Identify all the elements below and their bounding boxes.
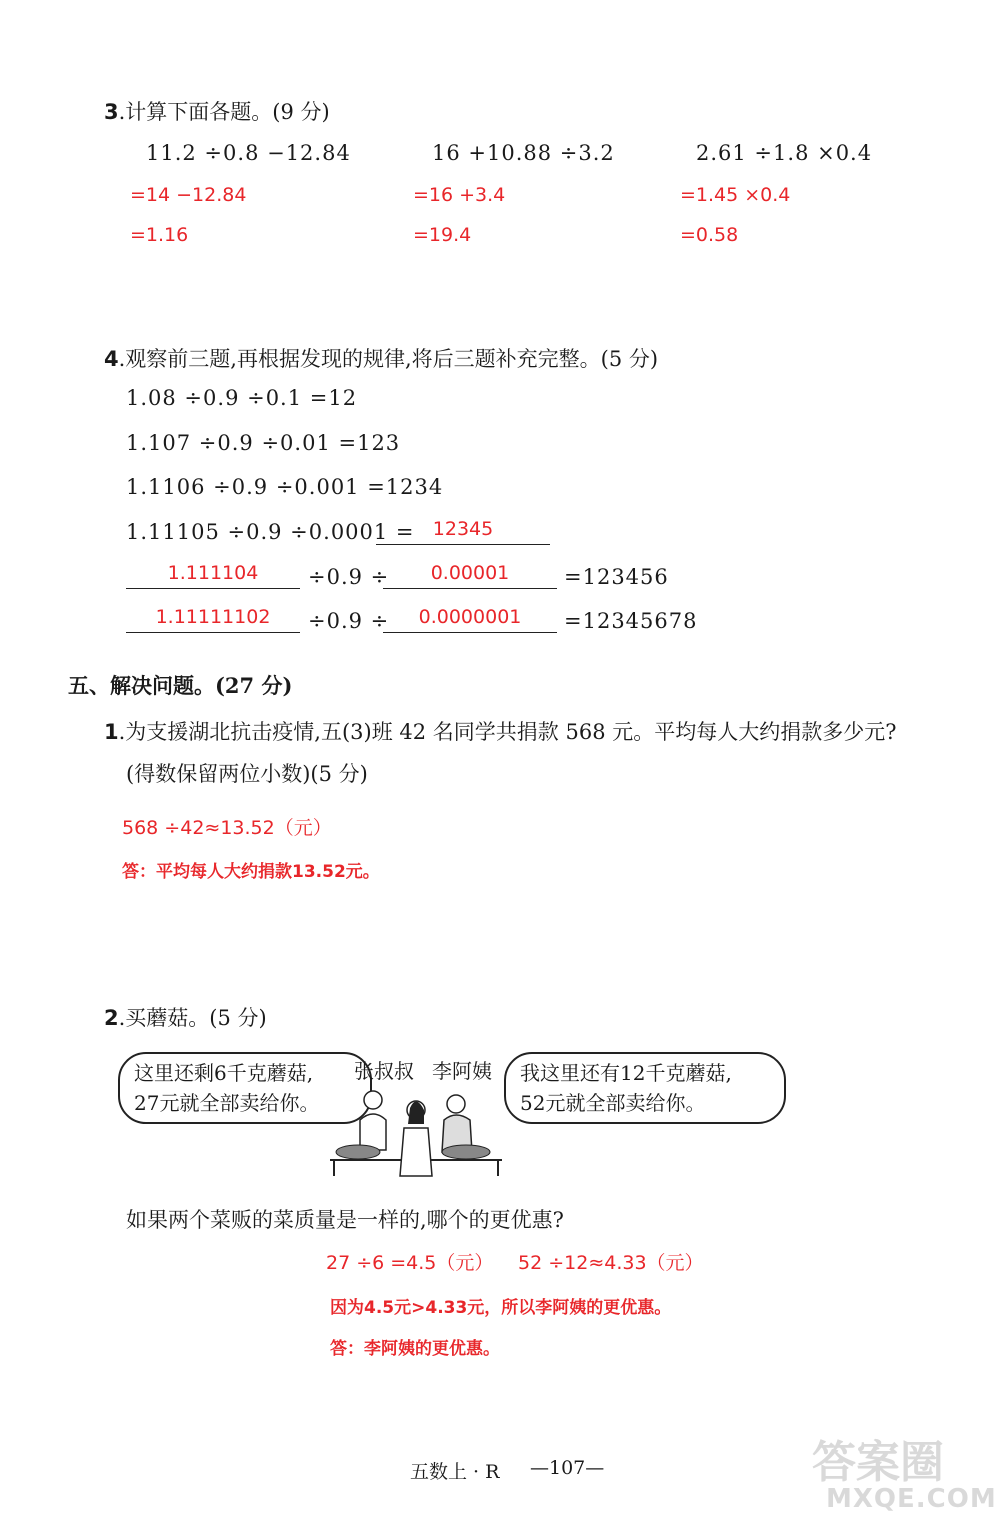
watermark-logo: 答案圈 [812,1437,944,1488]
q4-row5-blank2 [383,562,557,589]
q4-line-2: 1.107 ÷0.9 ÷0.01 =123 [126,431,401,455]
q4-row6-blank2 [383,606,557,633]
p2-reason: 因为4.5元>4.33元，所以李阿姨的更优惠。 [330,1298,672,1318]
bubble-right-line2: 52元就全部卖给你。 [520,1091,706,1115]
bubble-right-line1: 我这里还有12千克蘑菇, [520,1061,732,1085]
q3-step1-1: =14 −12.84 [130,184,247,206]
q4-row5-answer2: 0.00001 [430,562,510,584]
q4-row6-answer2: 0.0000001 [418,606,522,628]
q4-row5-blank1 [126,562,300,589]
q3-expr-3: 2.61 ÷1.8 ×0.4 [696,141,873,165]
watermark-url: MXQE.COM [826,1484,997,1514]
p1-calc: 568 ÷42≈13.52（元） [122,817,332,839]
speech-bubble-right [504,1052,786,1124]
p2-answer: 答：李阿姨的更优惠。 [330,1339,500,1359]
page-number: —107— [530,1457,605,1479]
q3-expr-1: 11.2 ÷0.8 −12.84 [146,141,351,165]
p2-title: 2.买蘑菇。(5 分) [104,1006,267,1030]
q4-row6-answer1: 1.11111102 [155,606,271,628]
market-vendors-illustration [328,1080,504,1178]
q4-blank-4 [376,518,550,545]
bubble-left-line2: 27元就全部卖给你。 [134,1091,320,1115]
vendor-name-left: 张叔叔 [354,1059,414,1083]
q4-line-4: 1.11105 ÷0.9 ÷0.0001 = [126,520,415,544]
p1-line2: (得数保留两位小数)(5 分) [126,762,368,786]
p2-calc2: 52 ÷12≈4.33（元） [518,1252,704,1274]
q3-step2-3: =0.58 [680,224,739,246]
p2-calc1: 27 ÷6 =4.5（元） [326,1252,494,1274]
q4-line-1: 1.08 ÷0.9 ÷0.1 =12 [126,386,358,410]
q4-row5-mid: ÷0.9 ÷ [308,565,390,589]
p1-line1: 1.为支援湖北抗击疫情,五(3)班 42 名同学共捐款 568 元。平均每人大约捐款多少元? [104,720,897,744]
vendor-name-right: 李阿姨 [432,1059,492,1083]
q3-step2-1: =1.16 [130,224,189,246]
q4-row6-result: =12345678 [564,609,698,633]
section5-title: 五、解决问题。(27 分) [68,673,293,698]
q3-step1-3: =1.45 ×0.4 [680,184,791,206]
q4-row5-result: =123456 [564,565,669,589]
p2-question: 如果两个菜贩的菜质量是一样的,哪个的更优惠? [126,1208,564,1232]
p1-answer: 答：平均每人大约捐款13.52元。 [122,862,380,882]
q4-line-3: 1.1106 ÷0.9 ÷0.001 =1234 [126,475,444,499]
q3-step1-2: =16 +3.4 [413,184,506,206]
footer-book-label: 五数上 · R [410,1461,500,1483]
q3-expr-2: 16 +10.88 ÷3.2 [432,141,615,165]
q4-row6-blank1 [126,606,300,633]
q3-step2-2: =19.4 [413,224,472,246]
bubble-left-line1: 这里还剩6千克蘑菇, [134,1061,314,1085]
q4-title: 4.观察前三题,再根据发现的规律,将后三题补充完整。(5 分) [104,347,659,371]
q3-title: 3.计算下面各题。(9 分) [104,100,330,124]
q4-row5-answer1: 1.111104 [167,562,259,584]
q4-answer-4: 12345 [432,518,494,540]
q4-row6-mid: ÷0.9 ÷ [308,609,390,633]
